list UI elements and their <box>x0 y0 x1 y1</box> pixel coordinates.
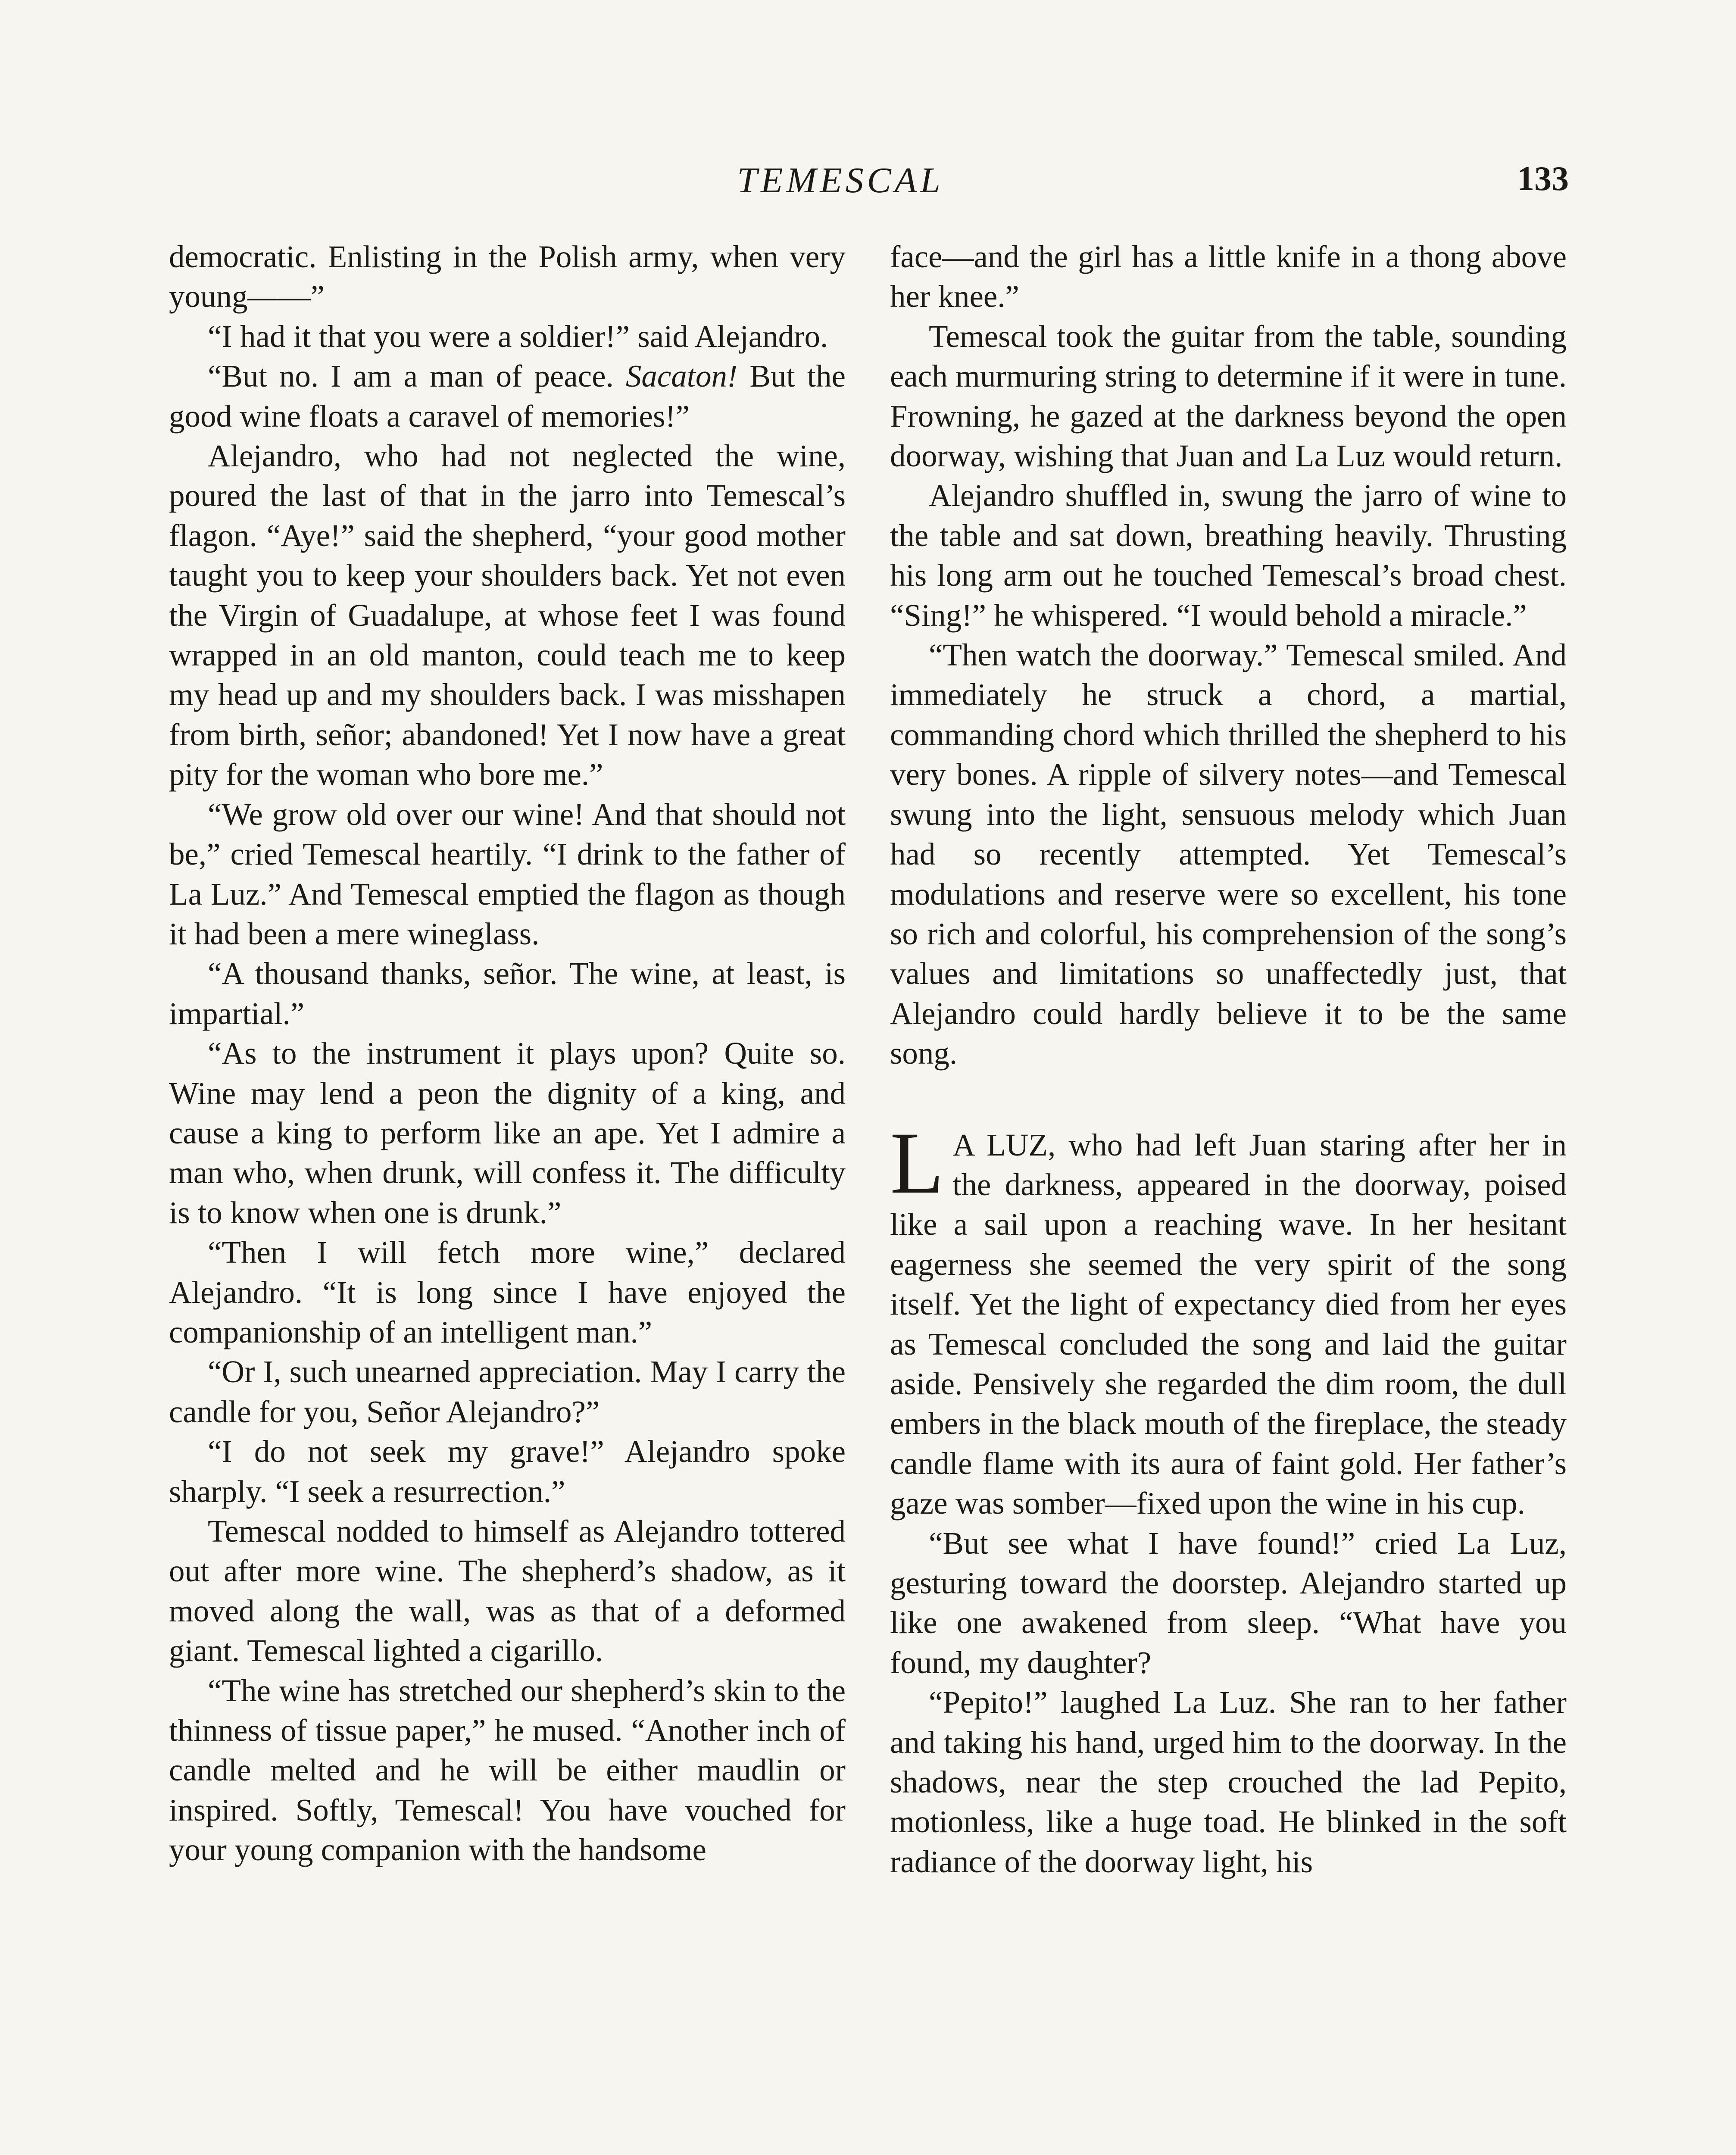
paragraph-text: But the good wine floats a caravel of memories!” <box>169 359 846 434</box>
right-column <box>890 237 1567 1882</box>
left-column <box>169 237 846 1870</box>
paragraph: “Or I, such unearned appreciation. May I carry the candle for you, Señor Alejandro?” <box>169 1354 846 1429</box>
drop-cap: L <box>890 1114 944 1212</box>
paragraph: Alejandro shuffled in, swung the jarro of wine to the table and sat down, breathing heavily. Thrusting his long arm out he touched Temescal’s broad chest. “Sing!” he whispered. “I would behold a miracle.” <box>890 478 1567 633</box>
paragraph: “But see what I have found!” cried La Luz, gesturing toward the doorstep. Alejandro started up like one awakened from sleep. “What have you found, my daughter? <box>890 1525 1567 1680</box>
italic-word: Sacaton! <box>625 359 738 394</box>
paragraph-text: “But no. I am a man of peace. <box>208 359 626 394</box>
paragraph: “A thousand thanks, señor. The wine, at least, is impartial.” <box>169 956 846 1031</box>
paragraph: “As to the instrument it plays upon? Quite so. Wine may lend a peon the dignity of a king, and cause a king to perform like an ape. Yet I admire a man who, when drunk, will confess it. The difficulty is to know when one is drunk.” <box>169 1036 846 1230</box>
section-opening-paragraph <box>890 1114 1567 1524</box>
paragraph: “Then I will fetch more wine,” declared Alejandro. “It is long since I have enjoyed the companionship of an intelligent man.” <box>169 1235 846 1349</box>
paragraph: “I had it that you were a soldier!” said Alejandro. <box>208 319 828 354</box>
paragraph: “The wine has stretched our shepherd’s skin to the thinness of tissue paper,” he mused. “Another inch of candle melted and he will be either maudlin or inspired. Softly, Temescal! You have vouched for your young companion with the handsome <box>169 1673 846 1868</box>
paragraph: Temescal nodded to himself as Alejandro tottered out after more wine. The shepherd’s shadow, as it moved along the wall, was as that of a deformed giant. Temescal lighted a cigarillo. <box>169 1514 846 1668</box>
paragraph <box>169 356 846 436</box>
paragraph-text: A LUZ, who had left Juan staring after her in the darkness, appeared in the doorway, poised like a sail upon a reaching wave. In her hesitant eagerness she seemed the very spirit of the song itself. Yet the light of expectancy died from her eyes as Temescal concluded the song and laid the guitar aside. Pensively she regarded the dim room, the dull embers in the black mouth of the fireplace, the steady candle flame with its aura of faint gold. Her father’s gaze was somber—fixed upon the wine in his cup. <box>890 1127 1567 1521</box>
running-title: TEMESCAL <box>737 160 944 200</box>
paragraph: Alejandro, who had not neglected the wine, poured the last of that in the jarro into Temescal’s flagon. “Aye!” said the shepherd, “your good mother taught you to keep your shoulders back. Yet not even the Virgin of Guadalupe, at whose feet I was found wrapped in an old manton, could teach me to keep my head up and my shoulders back. I was misshapen from birth, señor; abandoned! Yet I now have a great pity for the woman who bore me.” <box>169 438 846 792</box>
paragraph: “Pepito!” laughed La Luz. She ran to her father and taking his hand, urged him to the doorway. In the shadows, near the step crouched the lad Pepito, motionless, like a huge toad. He blinked in the soft radiance of the doorway light, his <box>890 1685 1567 1879</box>
paragraph: “We grow old over our wine! And that should not be,” cried Temescal heartily. “I drink to the father of La Luz.” And Temescal emptied the flagon as though it had been a mere wineglass. <box>169 796 846 951</box>
paragraph: democratic. Enlisting in the Polish army, when very young——” <box>169 239 846 314</box>
paragraph: “Then watch the doorway.” Temescal smiled. And immediately he struck a chord, a martial, commanding chord which thrilled the shepherd to his very bones. A ripple of silvery notes—and Temescal swung into the light, sensuous melody which Juan had so recently attempted. Yet Temescal’s modulations and reserve were so excellent, his tone so rich and colorful, his comprehension of the song’s values and limitations so unaffectedly just, that Alejandro could hardly believe it to be the same song. <box>890 637 1567 1071</box>
paragraph: face—and the girl has a little knife in a thong above her knee.” <box>890 239 1567 314</box>
section-break <box>890 1074 1567 1125</box>
paragraph: Temescal took the guitar from the table, sounding each murmuring string to determine if it were in tune. Frowning, he gazed at the darkness beyond the open doorway, wishing that Juan and La Luz would return. <box>890 319 1567 474</box>
page-number: 133 <box>1517 160 1569 198</box>
paragraph: “I do not seek my grave!” Alejandro spoke sharply. “I seek a resurrection.” <box>169 1434 846 1509</box>
